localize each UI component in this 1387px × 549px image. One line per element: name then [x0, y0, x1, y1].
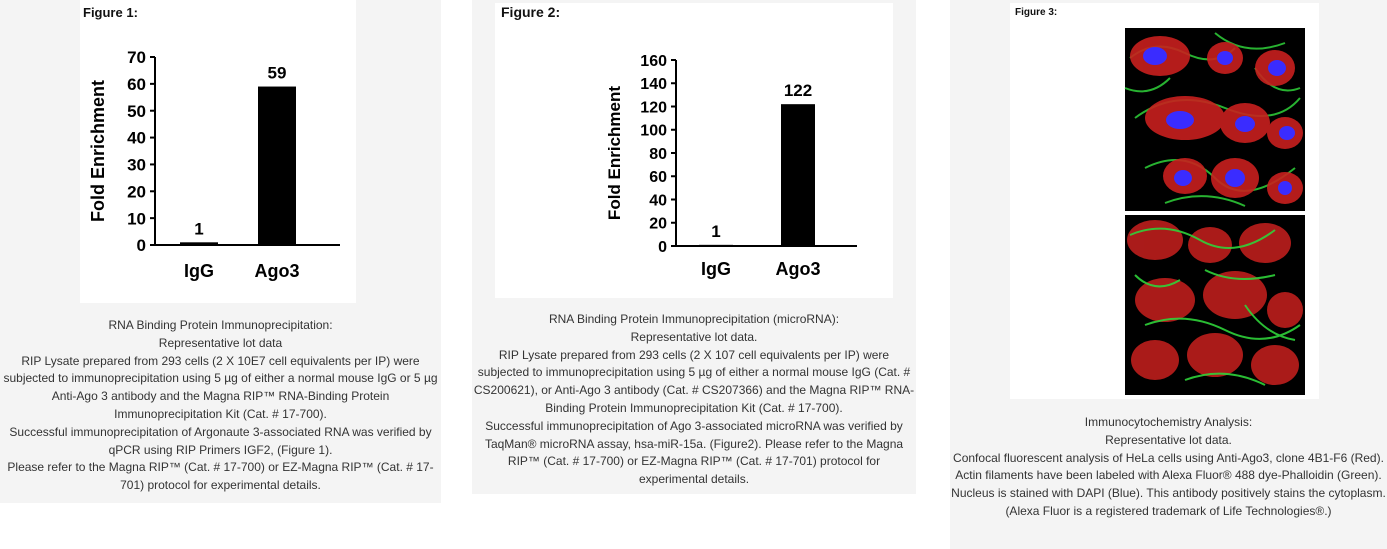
figure-3-panel — [950, 0, 1387, 549]
category-label: Ago3 — [775, 259, 821, 279]
y-axis-label: Fold Enrichment — [88, 79, 108, 223]
figure-2-title: Figure 2: — [501, 4, 561, 20]
caption-line: RNA Binding Protein Immunoprecipitation (microRNA): — [548, 312, 840, 326]
caption-line: Please refer to the Magna RIP™ (Cat. # 17-700) or EZ-Magna RIP™ (Cat. # 17-701) protocol for experimental details. — [7, 460, 434, 493]
y-axis-label: Fold Enrichment — [605, 85, 624, 221]
caption-line: Representative lot data. — [1105, 432, 1232, 447]
y-tick-label: 20 — [127, 182, 146, 202]
micrograph-top — [1125, 28, 1305, 211]
category-label: Ago3 — [254, 261, 300, 281]
y-tick-label: 100 — [640, 122, 667, 140]
y-tick-label: 0 — [136, 236, 146, 256]
caption-line: Successful immunoprecipitation of Argonaute 3-associated RNA was verified by qPCR using RIP Primers IGF2, (Figure 1). — [9, 424, 432, 457]
bar-ago3 — [781, 104, 815, 246]
y-tick-label: 30 — [127, 155, 146, 175]
y-tick-label: 0 — [658, 238, 667, 256]
y-tick-label: 80 — [649, 145, 667, 163]
data-label: 1 — [194, 219, 204, 239]
caption-line: Confocal fluorescent analysis of HeLa cells using Anti-Ago3, clone 4B1-F6 (Red). Actin filaments have been labeled with Alexa Fluor® 488 dye-Phalloidin (Green). Nucleus is stained with DAPI (Blue). This antibody positively stains the cytoplasm. — [951, 450, 1386, 501]
data-label: 1 — [711, 221, 721, 241]
figure-3-caption — [950, 414, 1387, 521]
category-label: IgG — [701, 259, 731, 279]
caption-line: Representative lot data. — [630, 329, 758, 344]
caption-line: RIP Lysate prepared from 293 cells (2 X 107 cell equivalents per IP) were subjected to immunoprecipitation using 5 µg of either a normal mouse IgG (Cat. # CS200621), or Anti-Ago 3 antibody (Cat. # CS207366) and the Magna RIP™ RNA-Binding Protein Immunoprecipitation Kit (Cat. # 17-700). — [473, 347, 915, 415]
bar-igg — [699, 245, 733, 246]
figure-2-caption — [472, 311, 916, 489]
y-tick-label: 120 — [640, 99, 667, 117]
y-tick-label: 40 — [127, 128, 146, 148]
y-tick-label: 60 — [127, 74, 146, 94]
caption-line: Representative lot data — [158, 335, 283, 350]
y-tick-label: 50 — [127, 101, 146, 121]
caption-line: RIP Lysate prepared from 293 cells (2 X 10E7 cell equivalents per IP) were subjected to immunoprecipitation using 5 µg of either a normal mouse IgG or 5 µg Anti-Ago 3 antibody and the Magna RIP™ RNA-Binding Protein Immunoprecipitation Kit (Cat. # 17-700). — [3, 353, 438, 421]
figure-1-title: Figure 1: — [83, 5, 138, 20]
figure-2-chart — [605, 45, 872, 290]
bar-ago3 — [258, 87, 296, 245]
y-tick-label: 40 — [649, 192, 667, 210]
figure-1-caption — [0, 317, 441, 495]
figure-2-panel — [472, 0, 916, 494]
y-tick-label: 160 — [640, 52, 667, 70]
caption-line: (Alexa Fluor is a registered trademark of Life Technologies®.) — [1005, 503, 1332, 518]
data-label: 59 — [267, 63, 287, 83]
micrograph-bottom — [1125, 215, 1305, 395]
y-tick-label: 140 — [640, 76, 667, 94]
caption-line: Successful immunoprecipitation of Ago 3-associated microRNA was verified by TaqMan® microRNA assay, hsa-miR-15a. (Figure2). Please refer to the Magna RIP™ (Cat. # 17-700) or EZ-Magna RIP™ (Cat. # 17-701) protocol for experimental details. — [484, 418, 904, 487]
y-tick-label: 70 — [127, 48, 146, 68]
caption-line: Immunocytochemistry Analysis: — [1084, 415, 1253, 429]
figure-1-chart — [80, 20, 360, 295]
data-label: 122 — [783, 81, 813, 101]
bar-igg — [180, 242, 218, 245]
category-label: IgG — [184, 261, 214, 281]
y-tick-label: 10 — [127, 209, 146, 229]
caption-line: RNA Binding Protein Immunoprecipitation: — [108, 318, 333, 332]
y-tick-label: 20 — [649, 215, 667, 233]
figure-3-title: Figure 3: — [1015, 7, 1058, 18]
y-tick-label: 60 — [649, 169, 667, 187]
figure-1-panel — [0, 0, 441, 503]
